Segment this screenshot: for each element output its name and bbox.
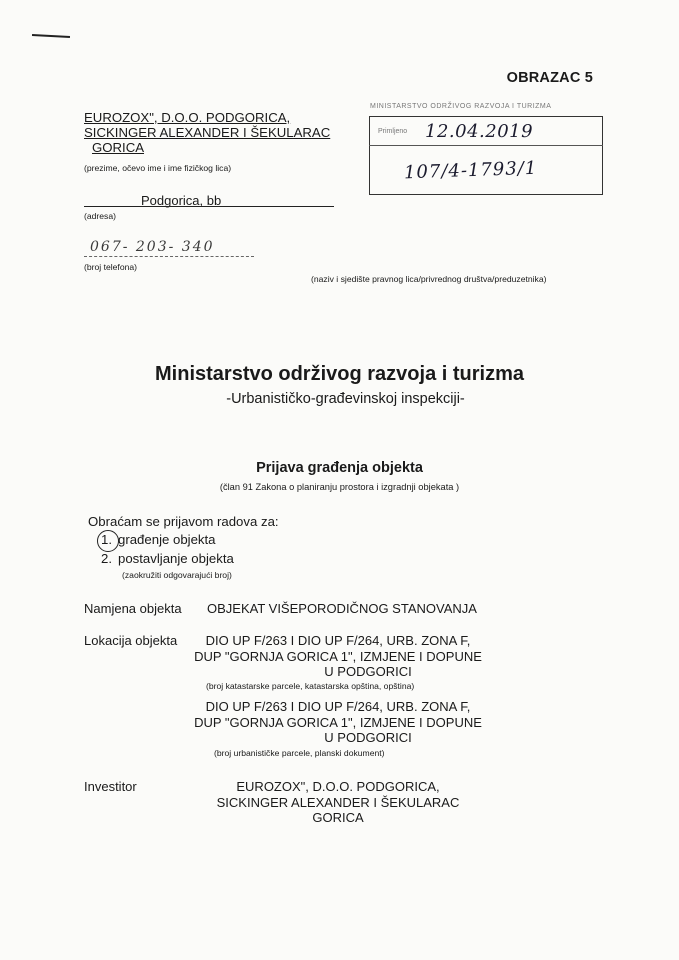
- purpose-value: OBJEKAT VIŠEPORODIČNOG STANOVANJA: [207, 601, 477, 616]
- location-line: DIO UP F/263 I DIO UP F/264, URB. ZONA F,: [205, 699, 471, 714]
- document-title: Prijava građenja objekta: [256, 460, 423, 476]
- department-subtitle: -Urbanističko-građevinskoj inspekciji-: [226, 391, 465, 407]
- applicant-name-line: GORICA: [92, 140, 145, 155]
- form-number: OBRAZAC 5: [506, 70, 593, 86]
- options-caption: (zaokružiti odgovarajući broj): [122, 570, 232, 580]
- address-value: Podgorica, bb: [141, 193, 222, 208]
- location-urban: [193, 699, 483, 746]
- stamp-label: Primljeno: [378, 128, 408, 135]
- investor-label: Investitor: [84, 779, 137, 794]
- stamp-divider: [369, 145, 603, 146]
- applicant-name-line: SICKINGER ALEXANDER I ŠEKULARAC: [84, 125, 331, 140]
- option-number: 1.: [101, 532, 112, 547]
- applicant-name: [84, 110, 330, 155]
- location-line: DUP "GORNJA GORICA 1", IZMJENE I DOPUNE: [194, 648, 482, 664]
- investor-line: EUROZOX", D.O.O. PODGORICA,: [236, 779, 440, 794]
- option-label: građenje objekta: [118, 532, 216, 547]
- location-line: DIO UP F/263 I DIO UP F/264, URB. ZONA F,: [205, 633, 471, 648]
- law-note: (član 91 Zakona o planiranju prostora i izgradnji objekata ): [219, 482, 460, 492]
- location-label: Lokacija objekta: [84, 633, 178, 648]
- option-label: postavljanje objekta: [118, 551, 234, 566]
- stamp-date: 12.04.2019: [425, 121, 534, 142]
- stamp-header: MINISTARSTVO ODRŽIVOG RAZVOJA I TURIZMA: [370, 103, 552, 110]
- name-caption: (prezime, očevo ime i ime fizičkog lica): [84, 163, 232, 173]
- phone-caption: (broj telefona): [84, 262, 138, 272]
- address-caption: (adresa): [84, 211, 116, 221]
- address-underline: [84, 205, 334, 207]
- urban-caption: (broj urbanističke parcele, planski dokument): [214, 748, 385, 758]
- phone-underline: [84, 256, 254, 257]
- phone-handwritten: 067- 203- 340: [90, 239, 215, 255]
- location-line: DUP "GORNJA GORICA 1", IZMJENE I DOPUNE: [194, 714, 482, 730]
- investor-line: SICKINGER ALEXANDER I ŠEKULARAC GORICA: [216, 794, 460, 826]
- option-number: 2.: [101, 551, 112, 566]
- cadastral-caption: (broj katastarske parcele, katastarska opština, opština): [206, 681, 415, 691]
- corner-mark: [32, 34, 70, 38]
- applicant-name-line: EUROZOX", D.O.O. PODGORICA,: [84, 110, 291, 125]
- location-line: U PODGORICI: [324, 664, 412, 680]
- request-intro: Obraćam se prijavom radova za:: [88, 514, 279, 529]
- stamp-number: 107/4-1793/1: [403, 157, 538, 184]
- location-line: U PODGORICI: [324, 730, 412, 746]
- location-cadastral: [193, 633, 483, 680]
- legal-entity-caption: (naziv i sjedište pravnog lica/privrednog društva/preduzetnika): [311, 274, 547, 284]
- ministry-title: Ministarstvo održivog razvoja i turizma: [155, 363, 524, 385]
- purpose-label: Namjena objekta: [84, 601, 182, 616]
- investor-value: [193, 779, 483, 826]
